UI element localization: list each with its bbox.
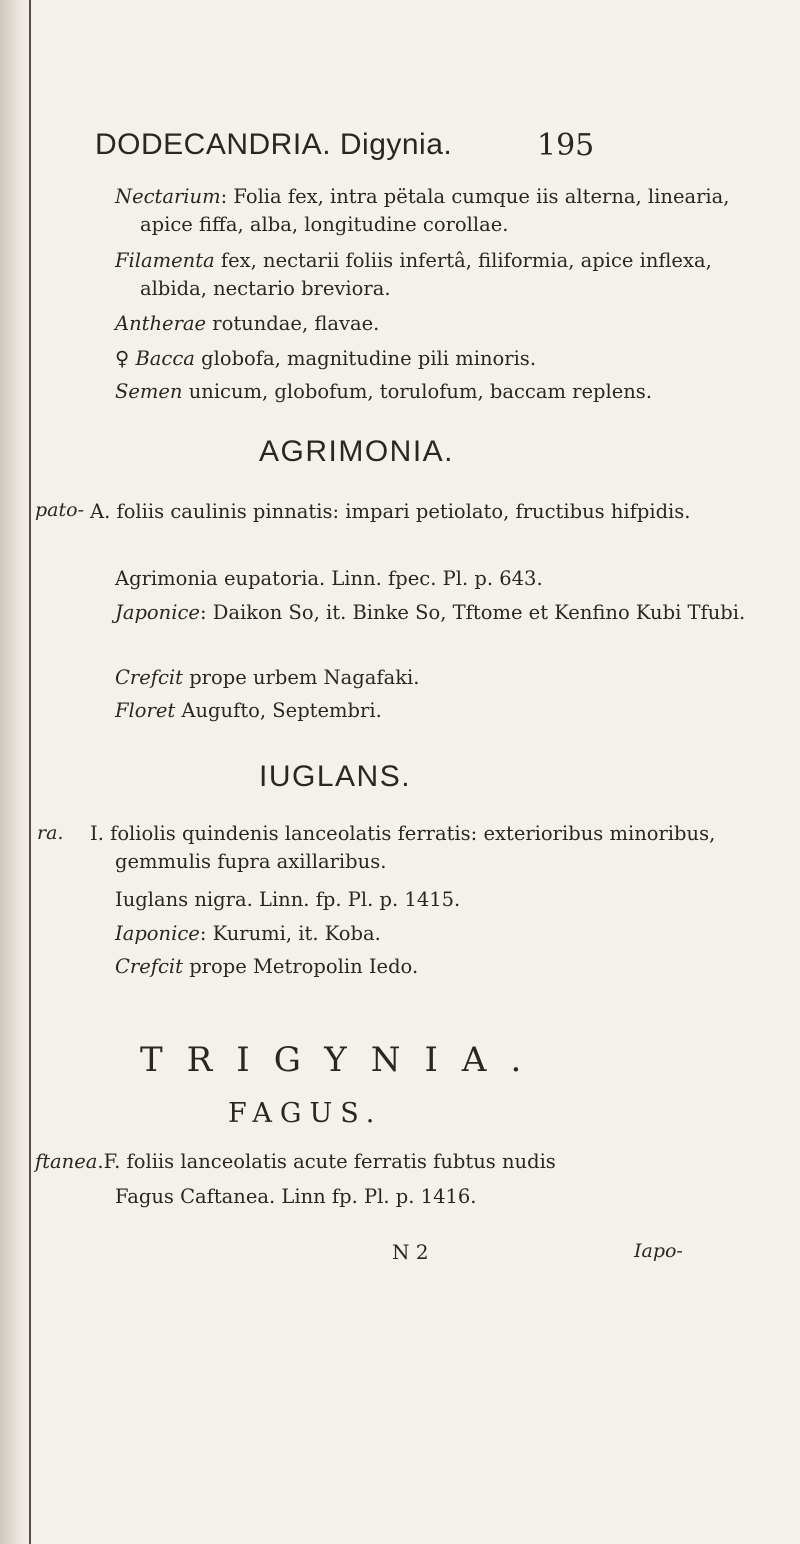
iuglans-japanese-names: Iaponice: Kurumi, it. Koba. <box>115 922 381 945</box>
nectarium-paragraph: Nectarium: Folia fex, intra pëtala cumque iis alterna, linearia, apice fiffa, alba, longitudine corollae. <box>115 185 730 236</box>
signature-mark: N 2 <box>392 1240 429 1264</box>
agrimonia-synonym: Agrimonia eupatoria. Linn. fpec. Pl. p. 643. <box>115 567 543 590</box>
semen-paragraph: Semen unicum, globofum, torulofum, baccam replens. <box>115 380 653 403</box>
agrimonia-diagnosis: A. foliis caulinis pinnatis: impari petiolato, fructibus hifpidis. <box>90 500 691 523</box>
genus-heading-iuglans: IUGLANS. <box>259 760 412 793</box>
fagus-diagnosis: ftanea.F. foliis lanceolatis acute ferratis fubtus nudis <box>35 1150 556 1173</box>
genus-heading-agrimonia: AGRIMONIA. <box>259 435 455 468</box>
section-heading-trigynia: TRIGYNIA. <box>140 1040 546 1080</box>
catchword: Iapo- <box>634 1240 683 1262</box>
iuglans-locality: Crefcit prope Metropolin Iedo. <box>115 955 419 978</box>
page-number: 195 <box>537 128 595 163</box>
bacca-paragraph: ♀ Bacca globofa, magnitudine pili minoris. <box>115 347 537 370</box>
margin-fragment: pato- <box>35 499 84 521</box>
agrimonia-locality: Crefcit prope urbem Nagafaki. <box>115 666 420 689</box>
margin-fragment: ra. <box>37 822 64 844</box>
margin-fragment: ftanea <box>35 1150 98 1173</box>
female-symbol-icon: ♀ <box>115 347 130 370</box>
page-binding-shadow <box>0 0 30 1544</box>
agrimonia-japanese-names: Japonice: Daikon So, it. Binke So, Tftome et Kenfino Kubi Tfubi. <box>115 601 746 624</box>
filamenta-paragraph: Filamenta fex, nectarii foliis infertâ, filiformia, apice inflexa, albida, nectario breviora. <box>115 249 712 300</box>
iuglans-synonym: Iuglans nigra. Linn. fp. Pl. p. 1415. <box>115 888 461 911</box>
agrimonia-flowering: Floret Augufto, Septembri. <box>115 699 382 722</box>
iuglans-diagnosis: I. foliolis quindenis lanceolatis ferratis: exterioribus minoribus, gemmulis fupra axillaribus. <box>90 822 716 873</box>
fagus-synonym: Fagus Caftanea. Linn fp. Pl. p. 1416. <box>115 1185 477 1208</box>
running-head: DODECANDRIA. Digynia. <box>95 128 453 161</box>
antherae-paragraph: Antherae rotundae, flavae. <box>115 312 380 335</box>
page-binding-edge <box>29 0 31 1544</box>
genus-heading-fagus: FAGUS. <box>228 1098 383 1129</box>
